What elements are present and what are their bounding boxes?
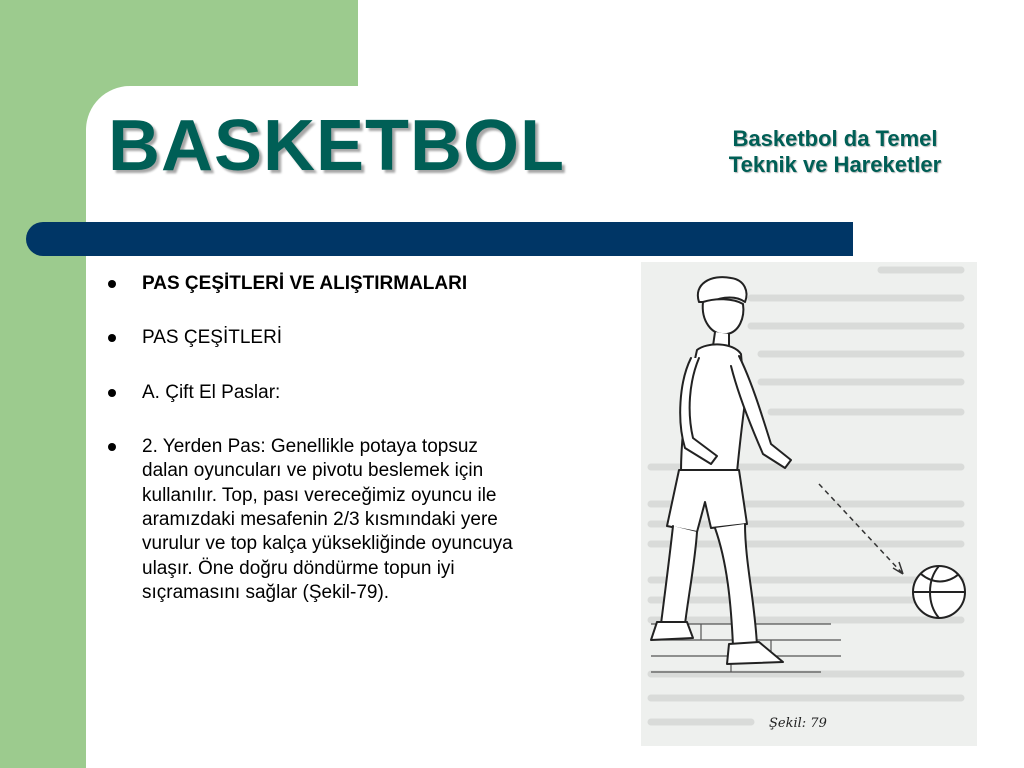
bounce-pass-figure: [641, 262, 977, 746]
bullet-item: [104, 435, 524, 605]
bullet-dot: [108, 334, 116, 342]
bullet-item: [104, 326, 524, 350]
figure-caption: Şekil: 79: [769, 716, 827, 731]
bullet-text: PAS ÇEŞİTLERİ VE ALIŞTIRMALARI: [142, 273, 468, 294]
header-divider-bar: [26, 222, 853, 256]
subtitle-line-1: Basketbol da Temel: [732, 126, 938, 151]
player-illustration: [641, 262, 977, 746]
slide-title: BASKETBOL: [108, 106, 565, 186]
bullet-list: [104, 272, 524, 635]
bullet-text: PAS ÇEŞİTLERİ: [142, 327, 283, 349]
bullet-dot: [108, 280, 116, 288]
bullet-text: 2. Yerden Pas: Genellikle potaya topsuz dalan oyuncuları ve pivotu beslemek için kullanılır. Top, pası vereceğimiz oyuncu ile aramızdaki mesafenin 2/3 kısmındaki yere vurulur ve top kalça yüksekliğinde oyuncuya ulaşır. Öne doğru döndürme topun iyi sıçramasını sağlar (Şekil-79).: [142, 435, 513, 603]
bullet-text: A. Çift El Paslar:: [142, 381, 281, 403]
bullet-item: [104, 272, 524, 296]
bullet-item: [104, 381, 524, 405]
bullet-dot: [108, 389, 116, 397]
subtitle-line-2: Teknik ve Hareketler: [728, 152, 942, 178]
slide-subtitle: [680, 126, 990, 179]
bullet-dot: [108, 443, 116, 451]
